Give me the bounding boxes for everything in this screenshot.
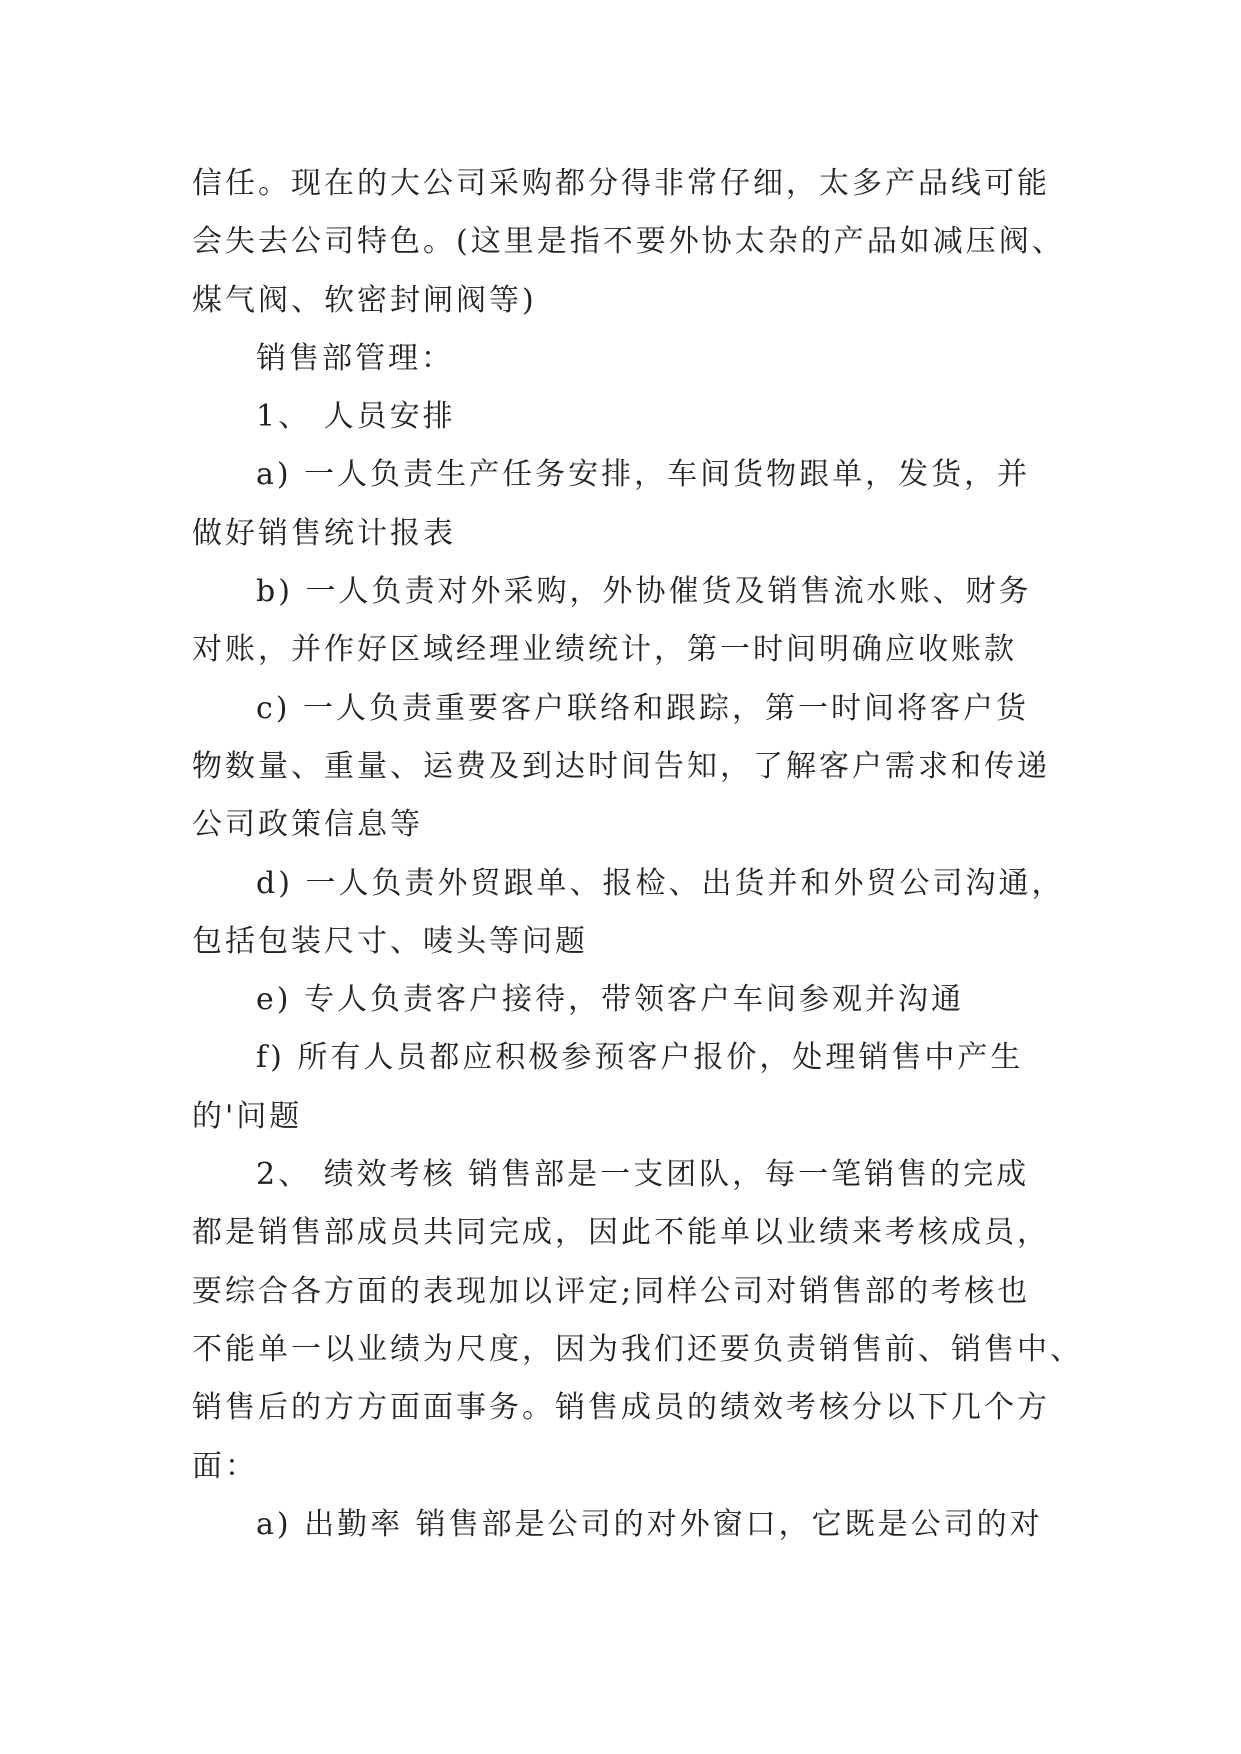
text-line: 不能单一以业绩为尺度，因为我们还要负责销售前、销售中、 — [192, 1331, 1083, 1367]
text-line: 会失去公司特色。(这里是指不要外协太杂的产品如减压阀、 — [192, 224, 1065, 260]
list-item-start: b) 一人负责对外采购，外协催货及销售流水账、财务 — [256, 574, 1032, 610]
text-line: 信任。现在的大公司采购都分得非常仔细，太多产品线可能 — [192, 166, 1050, 201]
numbered-heading: 1、 人员安排 — [256, 399, 456, 435]
numbered-heading: 2、 绩效考核 销售部是一支团队，每一笔销售的完成 — [256, 1157, 1030, 1193]
list-item-start: a) 一人负责生产任务安排，车间货物跟单，发货，并 — [256, 457, 1031, 493]
text-line: 销售后的方方面面事务。销售成员的绩效考核分以下几个方 — [192, 1390, 1050, 1426]
text-line: 的'问题 — [192, 1098, 303, 1134]
list-item-start: a) 出勤率 销售部是公司的对外窗口，它既是公司的对 — [256, 1506, 1043, 1542]
text-line: 做好销售统计报表 — [192, 515, 456, 551]
text-line: 都是销售部成员共同完成，因此不能单以业绩来考核成员， — [192, 1215, 1050, 1251]
text-line: 包括包装尺寸、唛头等问题 — [192, 923, 588, 959]
text-line: 要综合各方面的表现加以评定;同样公司对销售部的考核也 — [192, 1273, 1031, 1309]
section-heading: 销售部管理： — [256, 340, 454, 376]
list-item-start: f) 所有人员都应积极参预客户报价，处理销售中产生 — [256, 1040, 1024, 1076]
list-item-start: e) 专人负责客户接待，带领客户车间参观并沟通 — [256, 982, 964, 1018]
text-line: 公司政策信息等 — [192, 807, 423, 843]
text-line: 面： — [192, 1448, 258, 1484]
text-line: 对账，并作好区域经理业绩统计，第一时间明确应收账款 — [192, 632, 1017, 668]
list-item-start: d) 一人负责外贸跟单、报检、出货并和外贸公司沟通， — [256, 865, 1065, 901]
text-line: 物数量、重量、运费及到达时间告知，了解客户需求和传递 — [192, 748, 1050, 784]
document-body — [192, 155, 1083, 1554]
list-item-start: c) 一人负责重要客户联络和跟踪，第一时间将客户货 — [256, 690, 1030, 726]
text-line: 煤气阀、软密封闸阀等) — [192, 282, 537, 318]
